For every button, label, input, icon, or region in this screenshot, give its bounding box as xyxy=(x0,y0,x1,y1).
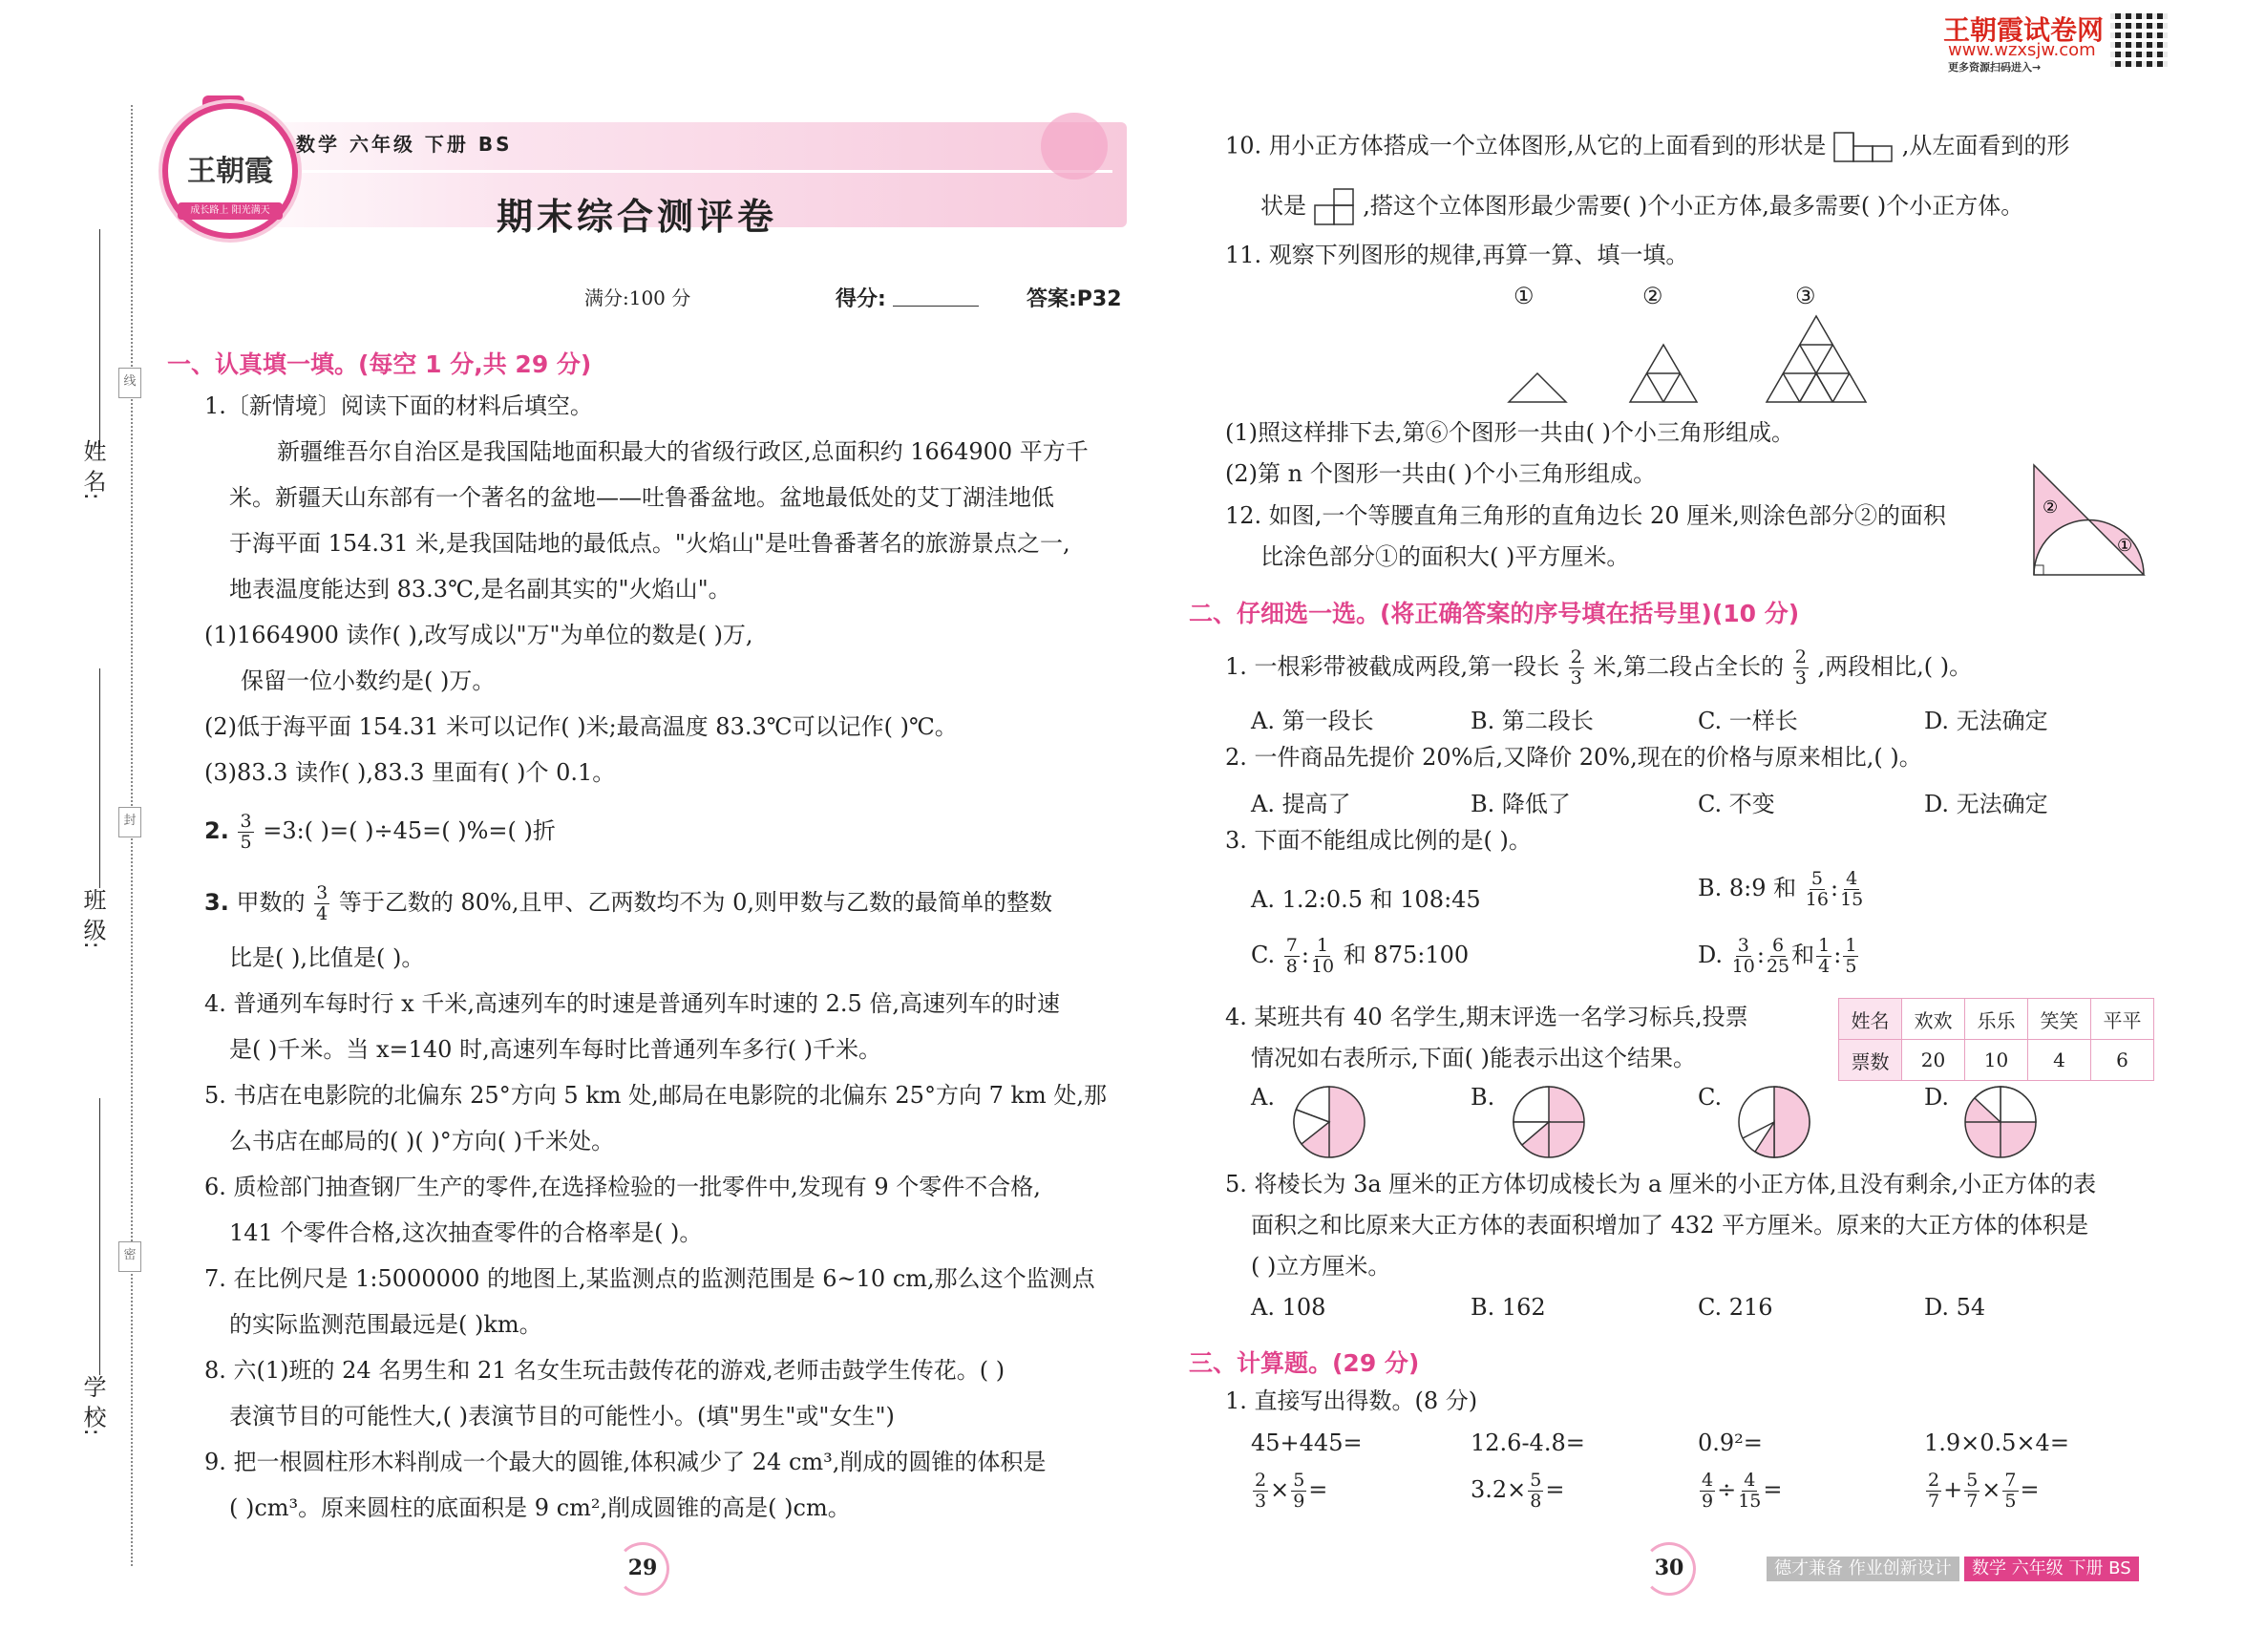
vote-head-2: 乐乐 xyxy=(1965,999,2028,1040)
q7-line1: 7. 在比例尺是 1:5000000 的地图上,某监测点的监测范围是 6~10 cm,那么这个监测点 xyxy=(204,1265,1095,1292)
site-name: 王朝霞试卷网 xyxy=(1943,14,2105,46)
s2-q3-option-d[interactable]: D. $\frac{3}{10}$ : $\frac{6}{25}$ 和 $\frac{1}{4}$ : $\frac{1}{5}$ xyxy=(1698,935,1857,977)
q2-fraction: $\frac{3}{5}$ xyxy=(240,811,252,853)
svg-text:①: ① xyxy=(2117,536,2133,556)
q11-line1: 11. 观察下列图形的规律,再算一算、填一填。 xyxy=(1225,242,1689,268)
s3-q1: 1. 直接写出得数。(8 分) xyxy=(1225,1387,1478,1414)
answer-ref: 答案:P32 xyxy=(1027,287,1122,311)
q12-triangle-figure xyxy=(2029,460,2149,580)
vote-cell-4: 6 xyxy=(2091,1040,2154,1081)
calc-5: $\frac{2}{3}$ × $\frac{5}{9}$ = xyxy=(1255,1470,1328,1512)
logo xyxy=(162,103,298,239)
q10-top-view-icon xyxy=(1833,131,1895,163)
logo-band: 成长路上 阳光满天 xyxy=(178,202,283,220)
page-number-right: 30 xyxy=(1642,1542,1696,1596)
s2-q1-option-a[interactable]: A. 第一段长 xyxy=(1251,708,1374,734)
page-title: 期末综合测评卷 xyxy=(497,196,778,238)
score-input[interactable] xyxy=(893,306,979,307)
s2-q2-option-a[interactable]: A. 提高了 xyxy=(1251,791,1351,817)
pie-option-a[interactable] xyxy=(1291,1084,1367,1160)
s2-q5-line3: ( )立方厘米。 xyxy=(1251,1253,1391,1280)
s2-q3-option-a[interactable]: A. 1.2:0.5 和 108:45 xyxy=(1251,886,1481,913)
s2-q4-option-b[interactable]: B. xyxy=(1471,1084,1495,1111)
q1-passage-1: 新疆维吾尔自治区是我国陆地面积最大的省级行政区,总面积约 1664900 平方千 xyxy=(277,438,1089,465)
seal-box-seal: 封 xyxy=(118,807,141,837)
name-label: 姓 名: xyxy=(79,439,106,500)
s2-q1-option-d[interactable]: D. 无法确定 xyxy=(1924,708,2048,734)
subject-line: 数学 六年级 下册 BS xyxy=(296,133,513,156)
calc-2: 12.6-4.8= xyxy=(1471,1430,1585,1456)
section-1-title: 一、认真填一填。(每空 1 分,共 29 分) xyxy=(167,350,592,378)
s2-q5-line1: 5. 将棱长为 3a 厘米的正方体切成棱长为 a 厘米的小正方体,且没有剩余,小正方体的表 xyxy=(1225,1171,2097,1197)
vote-row-label: 票数 xyxy=(1839,1040,1902,1081)
s2-q1-option-b[interactable]: B. 第二段长 xyxy=(1471,708,1594,734)
s2-q4-option-c[interactable]: C. xyxy=(1698,1084,1723,1111)
vote-table xyxy=(1838,998,2154,1081)
calc-6: 3.2× $\frac{5}{8}$ = xyxy=(1471,1470,1565,1512)
q4-line1: 4. 普通列车每时行 x 千米,高速列车的时速是普通列车时速的 2.5 倍,高速列车的时速 xyxy=(204,990,1061,1017)
q3-line2: 比是( ),比值是( )。 xyxy=(229,944,425,971)
vote-head-3: 笑笑 xyxy=(2028,999,2091,1040)
section-2-title: 二、仔细选一选。(将正确答案的序号填在括号里)(10 分) xyxy=(1189,600,1800,627)
calc-7: $\frac{4}{9}$ ÷ $\frac{4}{15}$ = xyxy=(1702,1470,1783,1512)
q11-triangle-figures xyxy=(1499,310,1881,406)
q1-passage-3: 于海平面 154.31 米,是我国陆地的最低点。"火焰山"是吐鲁番著名的旅游景点之一, xyxy=(229,530,1070,557)
vote-head-name: 姓名 xyxy=(1839,999,1902,1040)
page-number-left: 29 xyxy=(616,1542,669,1596)
q6-line2: 141 个零件合格,这次抽查零件的合格率是( )。 xyxy=(229,1219,703,1246)
q1-sub3: (3)83.3 读作( ),83.3 里面有( )个 0.1。 xyxy=(204,759,616,786)
q10-left-view-icon xyxy=(1314,188,1356,226)
q1-passage-2: 米。新疆天山东部有一个著名的盆地——吐鲁番盆地。盆地最低处的艾丁湖洼地低 xyxy=(229,484,1054,511)
q7-line2: 的实际监测范围最远是( )km。 xyxy=(229,1311,542,1338)
q3-fraction: $\frac{3}{4}$ xyxy=(316,882,328,924)
q8-line2: 表演节目的可能性大,( )表演节目的可能性小。(填"男生"或"女生") xyxy=(229,1403,895,1430)
q8-line1: 8. 六(1)班的 24 名男生和 21 名女生玩击鼓传花的游戏,老师击鼓学生传花。( ) xyxy=(204,1357,1006,1384)
q12-line2: 比涂色部分①的面积大( )平方厘米。 xyxy=(1260,543,1630,570)
q11-label-2: ② xyxy=(1642,283,1663,309)
q3-line1: 3. 甲数的 $\frac{3}{4}$ 等于乙数的 80%,且甲、乙两数均不为 0,则甲数与乙数的最简单的整数 xyxy=(204,882,1052,924)
footer-subject-tag: 数学 六年级 下册 BS xyxy=(1964,1557,2139,1581)
q11-sub2: (2)第 n 个图形一共由( )个小三角形组成。 xyxy=(1225,460,1657,487)
calc-3: 0.9²= xyxy=(1698,1430,1763,1456)
s2-q4-option-d[interactable]: D. xyxy=(1924,1084,1950,1111)
q11-label-3: ③ xyxy=(1795,283,1816,309)
s2-q3-option-b[interactable]: B. 8:9 和 $\frac{5}{16}$ : $\frac{4}{15}$ xyxy=(1698,868,1864,910)
name-line xyxy=(99,229,100,449)
q11-sub1: (1)照这样排下去,第⑥个图形一共由( )个小三角形组成。 xyxy=(1225,419,1794,446)
svg-text:②: ② xyxy=(2043,498,2059,518)
site-url[interactable]: www.wzxsjw.com xyxy=(1948,40,2096,60)
q9-line1: 9. 把一根圆柱形木料削成一个最大的圆锥,体积减少了 24 cm³,削成的圆锥的体积是 xyxy=(204,1449,1047,1475)
pie-option-d[interactable] xyxy=(1962,1084,2039,1160)
s2-q2-option-c[interactable]: C. 不变 xyxy=(1698,791,1775,817)
vote-head-4: 平平 xyxy=(2091,999,2154,1040)
s2-q4-option-a[interactable]: A. xyxy=(1251,1084,1275,1111)
q10-line2: 状是 ,搭这个立体图形最少需要( )个小正方体,最多需要( )个小正方体。 xyxy=(1260,188,2023,226)
q5-line2: 么书店在邮局的( )( )°方向( )千米处。 xyxy=(229,1128,615,1154)
class-label: 班 级: xyxy=(79,888,106,949)
s2-q5-option-d[interactable]: D. 54 xyxy=(1924,1294,1986,1321)
q1-passage-4: 地表温度能达到 83.3℃,是名副其实的"火焰山"。 xyxy=(229,576,731,603)
seal-box-line: 线 xyxy=(118,368,141,398)
qr-code-icon[interactable] xyxy=(2110,10,2168,67)
class-line xyxy=(99,668,100,888)
q1-sub1-a: (1)1664900 读作( ),改写成以"万"为单位的数是( )万, xyxy=(204,622,753,648)
s2-q4-line1: 4. 某班共有 40 名学生,期末评选一名学习标兵,投票 xyxy=(1225,1004,1748,1030)
pie-option-b[interactable] xyxy=(1511,1084,1587,1160)
s2-q3: 3. 下面不能组成比例的是( )。 xyxy=(1225,827,1532,854)
calc-1: 45+445= xyxy=(1251,1430,1363,1456)
q11-label-1: ① xyxy=(1514,283,1535,309)
s2-q2: 2. 一件商品先提价 20%后,又降价 20%,现在的价格与原来相比,( )。 xyxy=(1225,744,1922,771)
s2-q5-line2: 面积之和比原来大正方体的表面积增加了 432 平方厘米。原来的大正方体的体积是 xyxy=(1251,1212,2089,1239)
s2-q1: 1. 一根彩带被截成两段,第一段长 $\frac{2}{3}$ 米,第二段占全长的 $\frac{2}{3}$ ,两段相比,( )。 xyxy=(1225,646,1973,688)
s2-q4-line2: 情况如右表所示,下面( )能表示出这个结果。 xyxy=(1251,1045,1696,1071)
sunset-icon xyxy=(1041,113,1108,180)
seal-box-secret: 密 xyxy=(118,1241,141,1272)
q6-line1: 6. 质检部门抽查钢厂生产的零件,在选择检验的一批零件中,发现有 9 个零件不合格, xyxy=(204,1174,1041,1200)
calc-4: 1.9×0.5×4= xyxy=(1924,1430,2069,1456)
vote-head-1: 欢欢 xyxy=(1902,999,1965,1040)
pie-option-c[interactable] xyxy=(1736,1084,1812,1160)
s2-q3-option-c[interactable]: C. $\frac{7}{8}$ : $\frac{1}{10}$ 和 875:100 xyxy=(1251,935,1470,977)
vote-cell-3: 4 xyxy=(2028,1040,2091,1081)
logo-text: 王朝霞 xyxy=(187,155,273,188)
full-score: 满分:100 分 xyxy=(584,286,691,309)
q10-line1: 10. 用小正方体搭成一个立体图形,从它的上面看到的形状是 ,从左面看到的形 xyxy=(1225,131,2069,163)
score-label: 得分: xyxy=(836,287,886,311)
q12-line1: 12. 如图,一个等腰直角三角形的直角边长 20 厘米,则涂色部分②的面积 xyxy=(1225,502,1946,529)
s2-q1-option-c[interactable]: C. 一样长 xyxy=(1698,708,1798,734)
footer-series-tag: 德才兼备 作业创新设计 xyxy=(1767,1557,1959,1581)
q5-line1: 5. 书店在电影院的北偏东 25°方向 5 km 处,邮局在电影院的北偏东 25°方向 7 km 处,那 xyxy=(204,1082,1108,1109)
vote-cell-2: 10 xyxy=(1965,1040,2028,1081)
q1-head: 1.〔新情境〕阅读下面的材料后填空。 xyxy=(204,392,593,419)
q1-sub1-b: 保留一位小数约是( )万。 xyxy=(241,667,496,694)
vote-cell-1: 20 xyxy=(1902,1040,1965,1081)
s2-q5-option-c[interactable]: C. 216 xyxy=(1698,1294,1773,1321)
q1-sub2: (2)低于海平面 154.31 米可以记作( )米;最高温度 83.3℃可以记作( )℃。 xyxy=(204,713,958,740)
q2-number: 2. xyxy=(204,817,229,844)
q9-line2: ( )cm³。原来圆柱的底面积是 9 cm²,削成圆锥的高是( )cm。 xyxy=(229,1494,851,1521)
q2-text: =3:( )=( )÷45=( )%=( )折 xyxy=(263,817,556,844)
q4-line2: 是( )千米。当 x=140 时,高速列车每时比普通列车多行( )千米。 xyxy=(229,1036,882,1063)
s2-q5-option-b[interactable]: B. 162 xyxy=(1471,1294,1546,1321)
q2 xyxy=(204,812,556,853)
site-tip: 更多资源扫码进入→ xyxy=(1948,61,2042,74)
calc-8: $\frac{2}{7}$ + $\frac{5}{7}$ × $\frac{7}{5}$ = xyxy=(1928,1470,2040,1512)
section-3-title: 三、计算题。(29 分) xyxy=(1189,1349,1420,1377)
school-label: 学 校: xyxy=(79,1375,106,1436)
s2-q5-option-a[interactable]: A. 108 xyxy=(1251,1294,1326,1321)
s2-q2-option-d[interactable]: D. 无法确定 xyxy=(1924,791,2048,817)
s2-q2-option-b[interactable]: B. 降低了 xyxy=(1471,791,1571,817)
header-divider xyxy=(291,170,1112,173)
school-line xyxy=(99,1098,100,1375)
